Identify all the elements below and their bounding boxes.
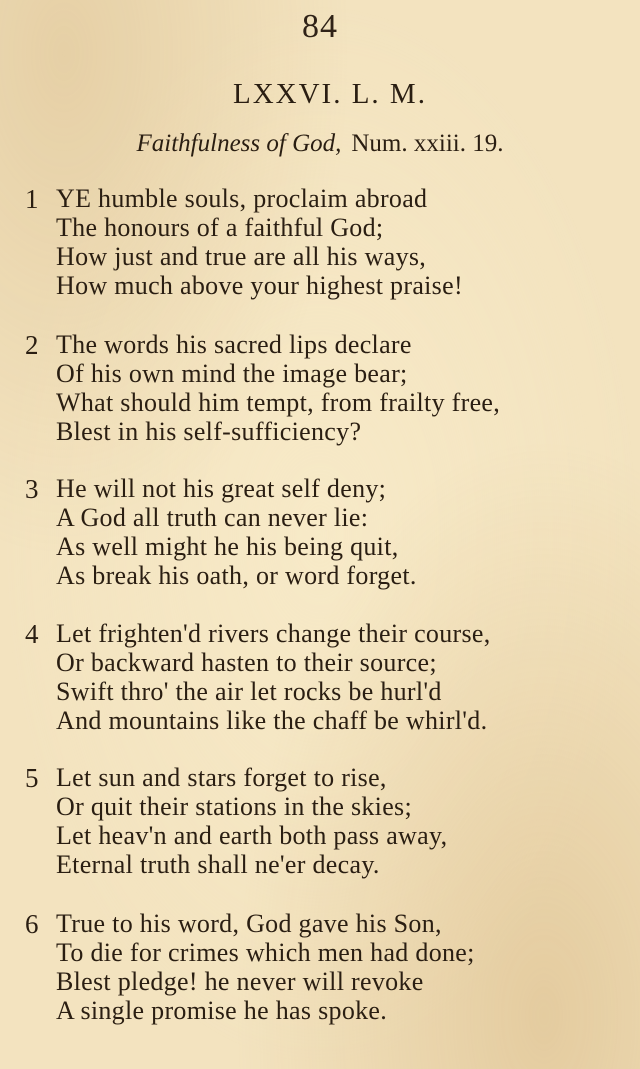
hymn-subtitle [0, 130, 640, 158]
verse-line: Swift thro' the air let rocks be hurl'd [56, 677, 442, 706]
verse-line: As well might he his being quit, [56, 532, 399, 561]
verse-number: 5 [25, 763, 39, 793]
verse-line: Blest pledge! he never will revoke [56, 967, 424, 996]
scripture-reference: Num. xxiii. 19. [351, 130, 504, 157]
verse-line: The honours of a faithful God; [56, 213, 384, 242]
verse-number: 6 [25, 909, 39, 939]
page-number: 84 [302, 8, 338, 45]
verse-line: What should him tempt, from frailty free, [56, 388, 501, 417]
verse-line: How much above your highest praise! [56, 271, 463, 300]
verse-line: The words his sacred lips declare [56, 330, 412, 359]
verse-line: And mountains like the chaff be whirl'd. [56, 706, 488, 735]
verse-line: Let sun and stars forget to rise, [56, 763, 387, 792]
verse-number: 1 [25, 184, 39, 214]
verse-number: 2 [25, 330, 39, 360]
hymn-title: LXXVI. L. M. [233, 78, 427, 110]
verse-line: Of his own mind the image bear; [56, 359, 408, 388]
verse-line: Blest in his self-sufficiency? [56, 417, 362, 446]
verse-line: As break his oath, or word forget. [56, 561, 417, 590]
hymn-topic: Faithfulness of God, [136, 130, 342, 157]
verse-line: Let heav'n and earth both pass away, [56, 821, 448, 850]
verse-number: 4 [25, 619, 39, 649]
verse-line: A single promise he has spoke. [56, 996, 388, 1025]
verse-line: To die for crimes which men had done; [56, 938, 475, 967]
verse-line: How just and true are all his ways, [56, 242, 427, 271]
verse-line: True to his word, God gave his Son, [56, 909, 442, 938]
verse-line: Eternal truth shall ne'er decay. [56, 850, 380, 879]
verse-number: 3 [25, 474, 39, 504]
verse-line: YE humble souls, proclaim abroad [56, 184, 428, 213]
verse-line: A God all truth can never lie: [56, 503, 369, 532]
verse-line: He will not his great self deny; [56, 474, 387, 503]
verse-line: Let frighten'd rivers change their course, [56, 619, 491, 648]
verse-line: Or quit their stations in the skies; [56, 792, 412, 821]
verse-line: Or backward hasten to their source; [56, 648, 437, 677]
